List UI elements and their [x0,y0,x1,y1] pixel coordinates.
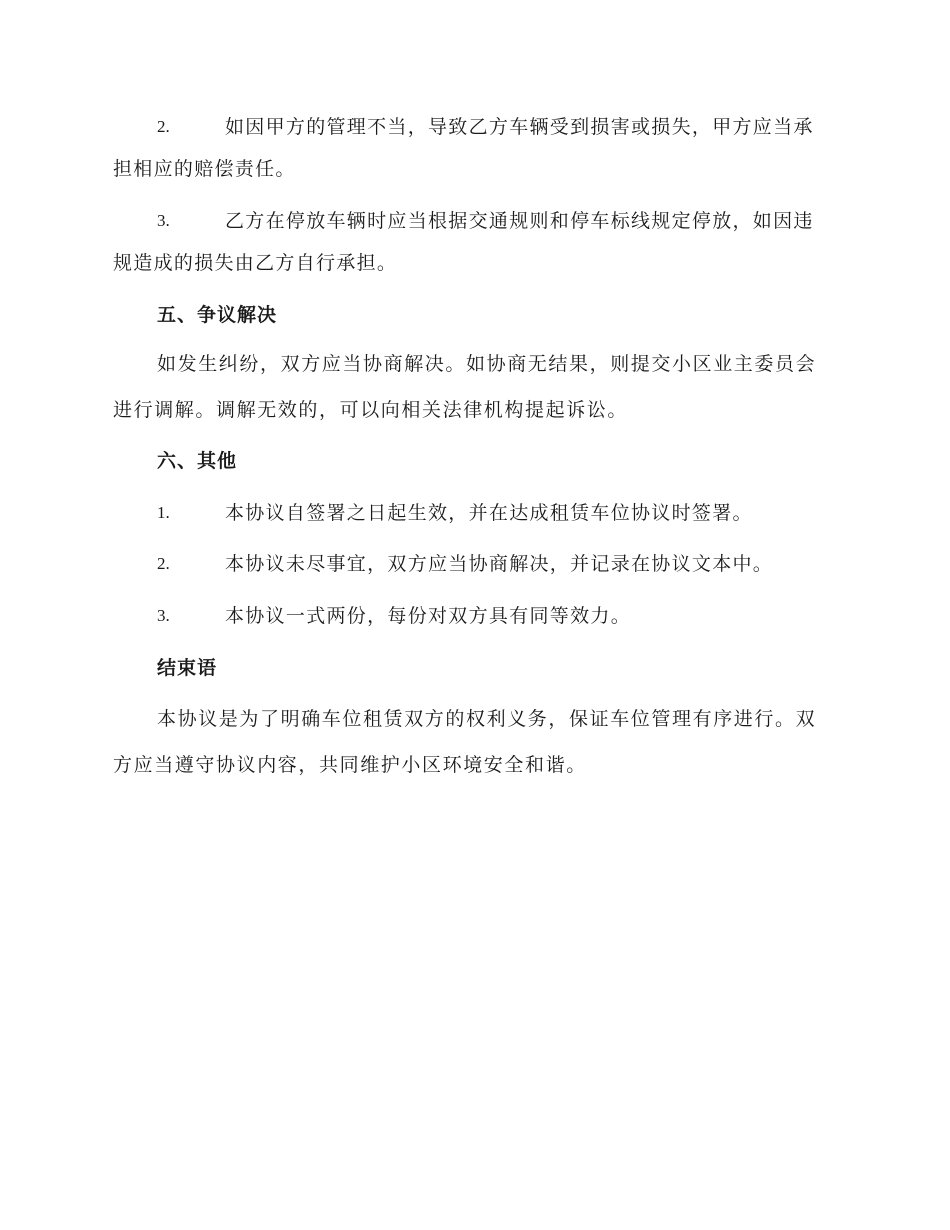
section-heading-other: 六、其他 [157,450,238,472]
list-item [113,492,833,534]
list-item [113,106,833,190]
conclusion-paragraph: 本协议是为了明确车位租赁双方的权利义务，保证车位管理有序进行。双方应当遵守协议内容，共同维护小区环境安全和谐。 [113,708,817,776]
list-item-text: 本协议未尽事宜，双方应当协商解决，并记录在协议文本中。 [225,553,774,575]
section-heading-conclusion: 结束语 [157,657,218,679]
list-item-number: 3. [157,211,170,230]
list-item-number: 2. [157,117,170,136]
list-item-number: 3. [157,606,170,625]
section-heading-dispute: 五、争议解决 [157,304,278,326]
list-item [113,200,833,284]
list-item-text: 本协议一式两份，每份对双方具有同等效力。 [225,605,632,627]
list-item-text: 本协议自签署之日起生效，并在达成租赁车位协议时签署。 [225,502,753,524]
list-item-text: 乙方在停放车辆时应当根据交通规则和停车标线规定停放，如因违规造成的损失由乙方自行承担。 [113,210,814,274]
list-item [113,543,833,585]
dispute-paragraph: 如发生纠纷，双方应当协商解决。如协商无结果，则提交小区业主委员会进行调解。调解无效的，可以向相关法律机构提起诉讼。 [113,353,817,421]
list-item [113,595,833,637]
list-item-number: 2. [157,554,170,573]
list-item-number: 1. [157,503,170,522]
list-item-text: 如因甲方的管理不当，导致乙方车辆受到损害或损失，甲方应当承担相应的赔偿责任。 [113,116,814,180]
